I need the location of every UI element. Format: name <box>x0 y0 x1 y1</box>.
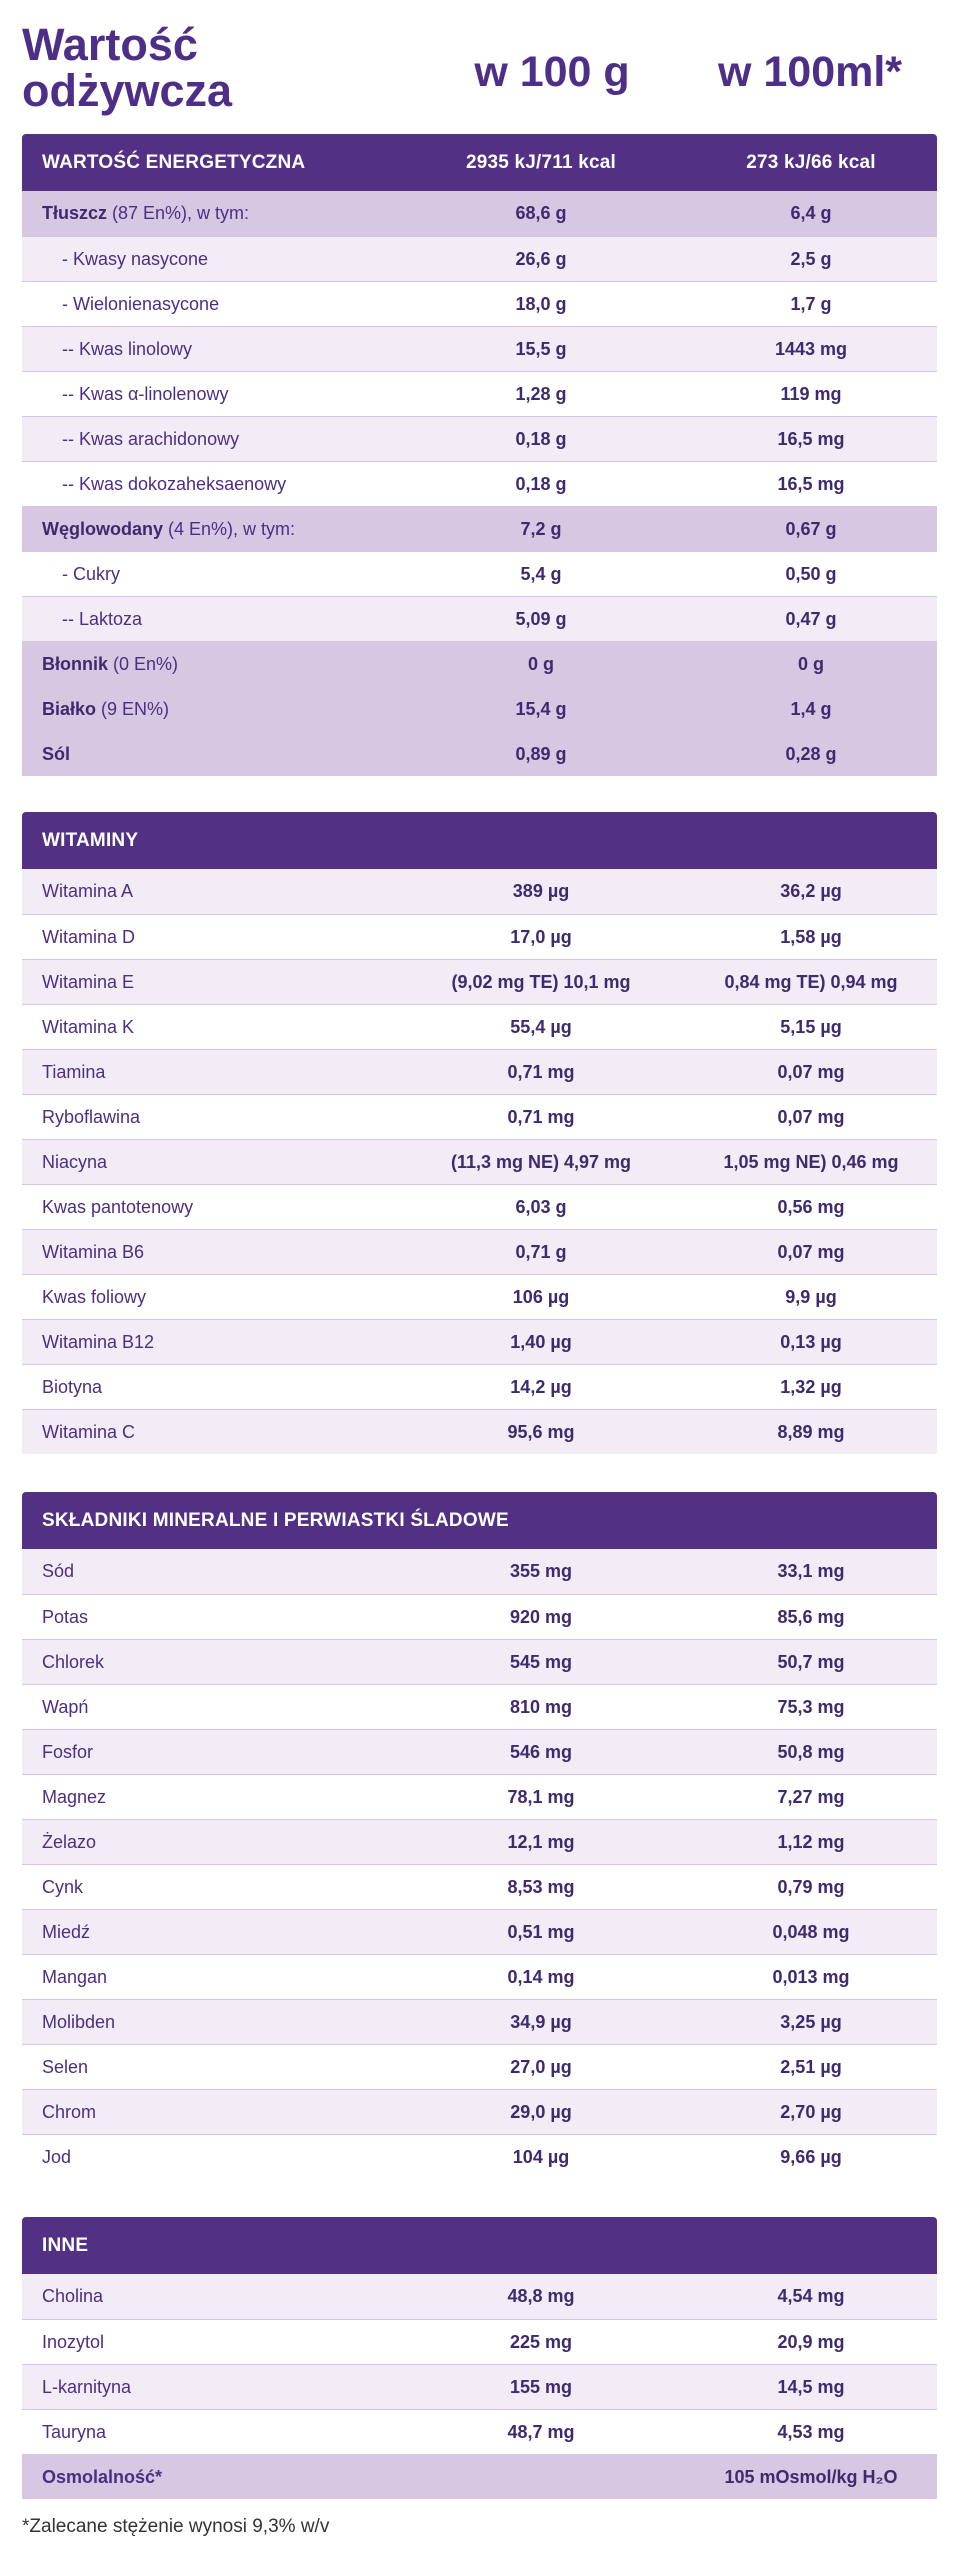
row-label: Sód <box>42 1561 75 1581</box>
table-row <box>22 1229 937 1274</box>
table-row <box>22 461 937 506</box>
table-row <box>22 506 937 551</box>
value-100g: 0,71 mg <box>507 1106 575 1127</box>
value-100g: 6,03 g <box>515 1196 567 1217</box>
other-section-header <box>22 2217 937 2274</box>
value-100ml: 2,5 g <box>790 248 832 269</box>
table-row <box>22 371 937 416</box>
value-100ml: 14,5 mg <box>777 2376 845 2397</box>
table-row <box>22 1684 937 1729</box>
row-label: Niacyna <box>42 1151 108 1172</box>
row-label: Witamina C <box>42 1421 136 1442</box>
value-100ml: 1,58 µg <box>780 926 842 947</box>
value-100ml: 5,15 µg <box>780 1016 842 1037</box>
row-label <box>22 699 406 720</box>
row-label: Fosfor <box>42 1741 94 1762</box>
table-row <box>22 1049 937 1094</box>
value-100g: 15,5 g <box>515 338 567 359</box>
table-row <box>22 1639 937 1684</box>
table-row <box>22 2134 937 2179</box>
value-100g: 0,18 g <box>515 473 567 494</box>
value-100ml: 6,4 g <box>790 203 832 223</box>
value-100ml: 1,7 g <box>790 293 832 314</box>
table-row <box>22 1729 937 1774</box>
table-row <box>22 914 937 959</box>
table-row <box>22 191 937 236</box>
value-100g: 389 µg <box>512 881 570 901</box>
value-100ml: 0,07 mg <box>777 1061 845 1082</box>
value-100g: 0,71 g <box>515 1241 567 1262</box>
value-100g: 48,8 mg <box>507 2286 575 2306</box>
row-label: Jod <box>42 2146 72 2167</box>
value-100g: 29,0 µg <box>510 2101 572 2122</box>
value-100ml: 36,2 µg <box>780 881 842 901</box>
row-label-bold: Węglowodany <box>42 518 163 539</box>
table-row <box>22 596 937 641</box>
row-label <box>22 203 406 224</box>
row-label-text: (0 En%) <box>108 653 179 674</box>
value-100g: 18,0 g <box>515 293 567 314</box>
value-100g: 5,09 g <box>515 608 567 629</box>
osmolality-row <box>22 2454 937 2499</box>
row-label <box>22 519 406 540</box>
value-100ml: 0,28 g <box>785 743 837 764</box>
value-100ml: 0,048 mg <box>772 1921 850 1942</box>
energy-section-header <box>22 134 937 191</box>
value-100ml: 16,5 mg <box>777 428 845 449</box>
energy-section <box>22 134 937 776</box>
table-row <box>22 1999 937 2044</box>
value-100g: 920 mg <box>509 1606 573 1627</box>
column-header-100ml: w 100ml* <box>717 48 903 96</box>
value-100ml: 0,56 mg <box>777 1196 845 1217</box>
value-100ml: 9,9 µg <box>785 1286 837 1307</box>
value-100g: 68,6 g <box>515 203 567 223</box>
table-row <box>22 1909 937 1954</box>
other-rows <box>22 2274 937 2454</box>
table-row <box>22 1139 937 1184</box>
table-row <box>22 1319 937 1364</box>
row-label: Magnez <box>42 1786 107 1807</box>
section-title: WARTOŚĆ ENERGETYCZNA <box>42 151 306 173</box>
row-label: -- Kwas arachidonowy <box>62 428 240 449</box>
energy-rows <box>22 191 937 776</box>
row-label: Cynk <box>42 1876 84 1897</box>
row-label-bold: Białko <box>42 698 97 719</box>
value-100ml: 0,47 g <box>785 608 837 629</box>
row-label: Żelazo <box>42 1831 97 1852</box>
row-label: Wapń <box>42 1696 89 1717</box>
row-label: Kwas pantotenowy <box>42 1196 194 1217</box>
value-100ml: 4,54 mg <box>777 2286 845 2306</box>
table-row <box>22 686 937 731</box>
row-label: -- Laktoza <box>62 608 143 629</box>
row-label: -- Kwas α-linolenowy <box>62 383 229 404</box>
value-100ml: 75,3 mg <box>777 1696 845 1717</box>
table-row <box>22 2319 937 2364</box>
table-row <box>22 416 937 461</box>
row-label-text: (9 EN%) <box>96 698 170 719</box>
row-label: Cholina <box>42 2286 104 2306</box>
value-100g: 0,14 mg <box>507 1966 575 1987</box>
value-100ml: 0 g <box>797 653 824 674</box>
value-100g: 0,18 g <box>515 428 567 449</box>
value-100ml: 8,89 mg <box>777 1421 845 1442</box>
footnote: *Zalecane stężenie wynosi 9,3% w/v <box>22 2516 330 2537</box>
value-100g: 225 mg <box>509 2331 573 2352</box>
table-row <box>22 1094 937 1139</box>
row-label <box>22 744 406 765</box>
page-title <box>22 19 233 116</box>
value-100ml: 2,70 µg <box>780 2101 842 2122</box>
value-100g: 355 mg <box>509 1561 573 1581</box>
value-100g: 14,2 µg <box>510 1376 572 1397</box>
column-header-100g: w 100 g <box>474 48 630 96</box>
row-label: Tauryna <box>42 2421 107 2442</box>
value-100ml: 119 mg <box>780 383 842 404</box>
table-row <box>22 1364 937 1409</box>
energy-value-100g: 2935 kJ/711 kcal <box>465 151 617 173</box>
row-label: Osmolalność* <box>42 2466 163 2487</box>
value-100g: 26,6 g <box>515 248 567 269</box>
value-100g: (9,02 mg TE) 10,1 mg <box>451 971 631 992</box>
value-100g: 1,28 g <box>515 383 567 404</box>
value-100ml: 16,5 mg <box>777 473 845 494</box>
header <box>22 0 937 128</box>
value-100g: 0,51 mg <box>507 1921 575 1942</box>
vitamin-rows <box>22 869 937 1454</box>
row-label: Witamina D <box>42 926 136 947</box>
value-100ml: 0,79 mg <box>777 1876 845 1897</box>
table-row <box>22 551 937 596</box>
value-100g: 55,4 µg <box>510 1016 572 1037</box>
value-100ml: 7,27 mg <box>777 1786 845 1807</box>
section-title: INNE <box>42 2234 89 2256</box>
value-100ml: 33,1 mg <box>777 1561 845 1581</box>
row-label: - Cukry <box>62 563 120 584</box>
title-line-1: Wartość <box>22 19 198 70</box>
table-row <box>22 2274 937 2319</box>
value-100g: 12,1 mg <box>507 1831 575 1852</box>
row-label-bold: Sól <box>42 743 71 764</box>
value-100g: 78,1 mg <box>507 1786 575 1807</box>
other-section <box>22 2217 937 2499</box>
section-title: SKŁADNIKI MINERALNE I PERWIASTKI ŚLADOWE <box>42 1509 509 1531</box>
row-label: -- Kwas linolowy <box>62 338 193 359</box>
row-label: Chlorek <box>42 1651 105 1672</box>
table-row <box>22 1819 937 1864</box>
row-label: Chrom <box>42 2101 97 2122</box>
minerals-section <box>22 1492 937 2179</box>
row-label: Tiamina <box>42 1061 106 1082</box>
value-100ml: 0,013 mg <box>772 1966 850 1987</box>
row-label: - Kwasy nasycone <box>62 248 209 269</box>
table-row <box>22 1409 937 1454</box>
table-row <box>22 1954 937 1999</box>
row-label: Kwas foliowy <box>42 1286 147 1307</box>
row-label: Witamina B6 <box>42 1241 145 1262</box>
value-100ml: 1,05 mg NE) 0,46 mg <box>723 1151 899 1172</box>
value-100ml: 0,67 g <box>785 518 837 539</box>
table-row <box>22 1549 937 1594</box>
row-label: Potas <box>42 1606 89 1627</box>
row-label-text: (87 En%), w tym: <box>107 203 250 223</box>
value-100ml: 1,32 µg <box>780 1376 842 1397</box>
row-label: Witamina B12 <box>42 1331 155 1352</box>
value-100g: 34,9 µg <box>510 2011 572 2032</box>
value-100ml: 3,25 µg <box>780 2011 842 2032</box>
vitamins-section-header <box>22 812 937 869</box>
minerals-section-header <box>22 1492 937 1549</box>
table-row <box>22 1184 937 1229</box>
table-row <box>22 959 937 1004</box>
table-row <box>22 1004 937 1049</box>
value-100g: 106 µg <box>512 1286 570 1307</box>
value-100ml: 85,6 mg <box>777 1606 845 1627</box>
value-100ml: 50,8 mg <box>777 1741 845 1762</box>
value-100g: 7,2 g <box>520 518 562 539</box>
value-100g: (11,3 mg NE) 4,97 mg <box>450 1151 632 1172</box>
value-100ml: 0,50 g <box>785 563 837 584</box>
row-label: Molibden <box>42 2011 116 2032</box>
value-100ml: 4,53 mg <box>777 2421 845 2442</box>
value-100g: 95,6 mg <box>507 1421 575 1442</box>
row-label: - Wielonienasycone <box>62 293 220 314</box>
value-100g: 5,4 g <box>520 563 562 584</box>
row-label: -- Kwas dokozaheksaenowy <box>62 473 287 494</box>
value-100ml: 105 mOsmol/kg H₂O <box>724 2466 898 2487</box>
table-row <box>22 641 937 686</box>
row-label: Selen <box>42 2056 89 2077</box>
energy-value-100ml: 273 kJ/66 kcal <box>746 151 876 173</box>
value-100g: 1,40 µg <box>510 1331 572 1352</box>
table-row <box>22 2044 937 2089</box>
value-100ml: 1,12 mg <box>777 1831 845 1852</box>
row-label: L-karnityna <box>42 2376 132 2397</box>
value-100g: 546 mg <box>509 1741 573 1762</box>
value-100ml: 0,84 mg TE) 0,94 mg <box>724 971 898 992</box>
table-row <box>22 326 937 371</box>
row-label-text: (4 En%), w tym: <box>163 518 296 539</box>
row-label <box>22 654 406 675</box>
value-100g: 17,0 µg <box>510 926 572 947</box>
section-title: WITAMINY <box>42 829 139 851</box>
vitamins-section <box>22 812 937 1454</box>
value-100ml: 9,66 µg <box>780 2146 842 2167</box>
table-row <box>22 281 937 326</box>
row-label: Biotyna <box>42 1376 103 1397</box>
table-row <box>22 2409 937 2454</box>
value-100g: 155 mg <box>509 2376 573 2397</box>
table-row <box>22 1774 937 1819</box>
table-row <box>22 1274 937 1319</box>
value-100g: 8,53 mg <box>507 1876 575 1897</box>
value-100ml: 0,13 µg <box>780 1331 842 1352</box>
value-100ml: 20,9 mg <box>777 2331 845 2352</box>
value-100g: 104 µg <box>512 2146 570 2167</box>
row-label-bold: Błonnik <box>42 653 108 674</box>
value-100ml: 1,4 g <box>790 698 832 719</box>
table-row <box>22 2364 937 2409</box>
value-100g: 48,7 mg <box>507 2421 575 2442</box>
table-row <box>22 731 937 776</box>
row-label: Miedź <box>42 1921 91 1942</box>
table-row <box>22 1594 937 1639</box>
value-100g: 27,0 µg <box>510 2056 572 2077</box>
row-label: Ryboflawina <box>42 1106 141 1127</box>
value-100ml: 0,07 mg <box>777 1106 845 1127</box>
row-label: Witamina E <box>42 971 135 992</box>
value-100ml: 0,07 mg <box>777 1241 845 1262</box>
title-line-2: odżywcza <box>22 65 233 116</box>
value-100g: 545 mg <box>509 1651 573 1672</box>
value-100g: 15,4 g <box>515 698 567 719</box>
value-100g: 0,71 mg <box>507 1061 575 1082</box>
row-label: Mangan <box>42 1966 108 1987</box>
value-100ml: 1443 mg <box>774 338 848 359</box>
row-label: Witamina A <box>42 881 134 901</box>
table-row <box>22 2089 937 2134</box>
row-label-bold: Tłuszcz <box>42 203 108 223</box>
row-label: Witamina K <box>42 1016 135 1037</box>
value-100g: 810 mg <box>509 1696 573 1717</box>
table-row <box>22 869 937 914</box>
row-label: Inozytol <box>42 2331 105 2352</box>
table-row <box>22 1864 937 1909</box>
mineral-rows <box>22 1549 937 2179</box>
value-100ml: 50,7 mg <box>777 1651 845 1672</box>
table-row <box>22 236 937 281</box>
value-100g: 0 g <box>527 653 554 674</box>
value-100g: 0,89 g <box>515 743 567 764</box>
value-100ml: 2,51 µg <box>780 2056 842 2077</box>
